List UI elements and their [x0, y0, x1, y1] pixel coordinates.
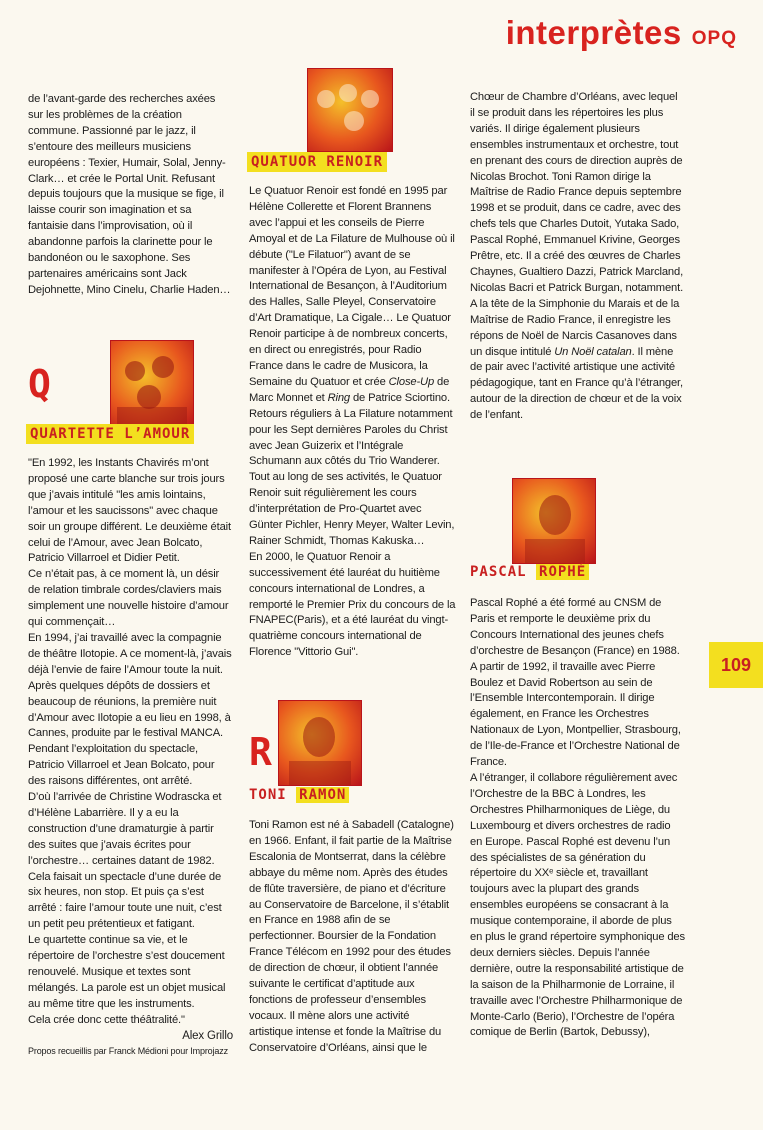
quartette-p3: En 1994, j’ai travaillé avec la compagnie de théâtre Ilotopie. A ce moment-là, j’avais déjà l’envie de faire l’Amour toute la nuit. Après quelques dépôts de dossiers et beaucoup de réunions, la première nuit d’Amour avec Ilotopie a eu lieu en 1998, à Cannes, produite par le festival MANCA. Pendant l’exploitation du spectacle, Patricio Villarroel et Jean Bolcato, pour des raisons différentes, ont arrêté. [28, 631, 232, 788]
page-number: 109 [709, 642, 763, 688]
portrait-icon [513, 479, 595, 563]
toni-p1: Toni Ramon est né à Sabadell (Catalogne) en 1966. Enfant, il fait partie de la Maîtrise Escalonia de Montserrat, dans la célèbre abbaye du même nom. Après des études de flûte traversière, de piano et d’écriture au Conservatoire de Barcelone, il s’établit en France en 1988 afin de se perfectionner. Boursier de la Fondation France Télécom en 1992 pour des études de direction de chœur, il obtient l’année suivante le certificat d’aptitude aux fonctions de professeur d’ensembles vocaux. Il mène alors une activité artistique intense et fonde la Maîtrise du Conservatoire d’Orléans, ainsi que le [249, 819, 454, 1054]
pascal-last-name: ROPHÉ [536, 564, 589, 580]
quatuor-p2: En 2000, le Quatuor Renoir a successivement été lauréat du huitième concours international de Londres, a remporté le Premier Prix du concours de la FNAPEC(Paris), et a été lauréat du vingt-quatrième concours international de Florence "Vittorio Gui". [249, 550, 456, 659]
quartette-label: QUARTETTE L’AMOUR [26, 424, 194, 444]
signature: Alex Grillo [182, 1029, 233, 1042]
quartet-photo-icon [308, 69, 392, 151]
toni-last-name: RAMON [296, 787, 349, 803]
pascal-rophe-label [470, 563, 589, 581]
quartette-p2: Ce n’était pas, à ce moment là, un désir de relation timbrale cordes/claviers mais simplement une nouvelle histoire d’amour qui commençait… [28, 568, 229, 629]
credit-line: Propos recueillis par Franck Médioni pour Improjazz [28, 1045, 228, 1056]
quatuor-p1: Le Quatuor Renoir est fondé en 1995 par Hélène Collerette et Florent Brannens avec l’appui et les conseils de Pierre Amoyal et de La Filature de Mulhouse où il débute ("Le Filatuor") avant de se manifester à l’Opéra de Lyon, au Festival International de Besançon, à l’Auditorium des Halles, Salle Pleyel, Conservatoire d’Art Dramatique, La Cigale… Le Quatuor Renoir participe à de nombreux concerts, en direct ou enregistrés, pour Radio France dans le cadre de Musicora, la Semaine du Quatuor et crée Close-Up de Marc Monnet et Ring de Patrice Sciortino. Retours réguliers à La Filature notamment pour les Sept dernières Paroles du Christ avec Jean Guizerix et l’Intégrale Schumann aux côtés du Trio Wanderer. Tout au long de ses activités, le Quatuor Renoir suit régulièrement les cours d’interprétation de Pro-Quartet avec Günter Pichler, Henry Meyer, Walter Levin, Rainer Schmidt, Thomas Kakuska… [249, 185, 455, 547]
section-letter-q: Q [28, 362, 51, 406]
pascal-rophe-photo [512, 478, 596, 564]
column-1-body [28, 456, 233, 1057]
quartette-p5: Le quartette continue sa vie, et le répertoire de l’orchestre s’est doucement renouvelé. Musique et textes sont mélangés. La parole est un objet musical au même titre que les instruments. [28, 934, 226, 1010]
portrait-icon [279, 701, 361, 785]
column-3-pascal [470, 596, 685, 1041]
pascal-p1: Pascal Rophé a été formé au CNSM de Paris et remporte le deuxième prix du Concours International des jeunes chefs d’orchestre de Besançon (France) en 1988. A partir de 1992, il travaille avec Pierre Boulez et David Robertson au sein de l’Ensemble Intercontemporain. Il dirige également, en France les Orchestres Nationaux de Lyon, Montpellier, Strasbourg, de l’Ile-de-France et l’Orchestre National de France. [470, 597, 681, 769]
column-2-quatuor [249, 184, 456, 661]
section-letter-r: R [249, 730, 272, 774]
toni-p2: Chœur de Chambre d’Orléans, avec lequel il se produit dans les répertoires les plus variés. Il dirige également plusieurs ensembles instrumentaux et orchestre, tout en prenant des cours de direction auprès de Nicolas Brochot. Toni Ramon dirige la Maîtrise de Radio France depuis septembre 1998 et se produit, dans ce cadre, avec des chefs tels que Charles Dutoit, Yutaka Sado, Pascal Rophé, Emmanuel Krivine, Georges Prêtre, etc. Il a créé des œuvres de Charles Chaynes, Gualtiero Dazzi, Patrick Marcland, Nicolas Bacri et Patrick Burgan, notamment. A la tête de la Simphonie du Marais et de la Maîtrise de Radio France, il enregistre les répons de Noël de Narcis Casanoves dans un disque intitulé Un Noël catalan. Il mène de pair avec l’activité artistique une activité pédagogique, tant en France qu’à l’étranger, autour de la direction de chœur et de la voix de l’enfant. [470, 91, 684, 422]
toni-ramon-label [249, 786, 349, 804]
quatuor-photo [307, 68, 393, 152]
toni-first-name: TONI [249, 787, 287, 803]
quatuor-label: QUATUOR RENOIR [247, 152, 387, 172]
quartette-p6: Cela crée donc cette théâtralité." [28, 1013, 185, 1026]
column-1-intro [28, 92, 233, 299]
column-2-toni [249, 818, 456, 1057]
intro-text: de l’avant-garde des recherches axées sur les problèmes de la création commune. Passionné par le jazz, il s’entoure des meilleurs musiciens européens : Texier, Humair, Solal, Jenny-Clark… et crée le Portal Unit. Refusant depuis toujours que la musique se fige, il laisse courir son imagination et sa fantaisie dans l’improvisation, où il abandonne parfois la clarinette pour le bandonéon ou le saxophone. Ses partenaires américains sont Jack Dejohnette, Mino Cinelu, Charlie Haden… [28, 93, 231, 296]
column-3-toni-cont [470, 90, 685, 424]
section-code: OPQ [691, 28, 737, 49]
page-header [506, 14, 737, 52]
quartette-photo [110, 340, 194, 428]
pascal-p2: A l’étranger, il collabore régulièrement avec l’Orchestre de la BBC à Londres, les Orchestres Philharmoniques de Liège, du Luxembourg et divers orchestres de radio en Europe. Pascal Rophé est devenu l’un des spécialistes de sa génération du répertoire du XXᵉ siècle et, travaillant toujours avec la plupart des grands ensembles européens se consacrant à la musique contemporaine, il aborde de plus en plus le grand répertoire symphonique des deux derniers siècles. Depuis l’année dernière, outre la responsabilité artistique de la saison de la Philharmonie de Lorraine, il travaille avec l’Orchestre Philharmonique de Monte-Carlo (Berio), l’Orchestre de l’opéra comique de Berlin (Bartok, Debussy), [470, 771, 685, 1039]
section-title: interprètes [505, 14, 682, 51]
quartette-p4: D’où l’arrivée de Christine Wodrascka et d’Hélène Labarrière. Il y a eu la construction d’une dramaturgie à partir des suites que j’avais écrites pour l’orchestre… certaines datant de 1982. Cela faisait un spectacle d’une durée de six heures, non stop. Et puis ça s’est arrêté : faire l’amour toute une nuit, c’est un petit peu prétentieux et fatigant. [28, 791, 222, 931]
pascal-first-name: PASCAL [470, 564, 527, 580]
group-photo-icon [111, 341, 193, 427]
quartette-p1: "En 1992, les Instants Chavirés m’ont proposé une carte blanche sur trois jours que j’avais intitulé "les amis lointains, l’amour et les saucissons" avec chaque soir un groupe différent. Le deuxième était celui de l’Amour, avec Jean Bolcato, Patricio Villarroel et Didier Petit. [28, 457, 231, 565]
toni-ramon-photo [278, 700, 362, 786]
